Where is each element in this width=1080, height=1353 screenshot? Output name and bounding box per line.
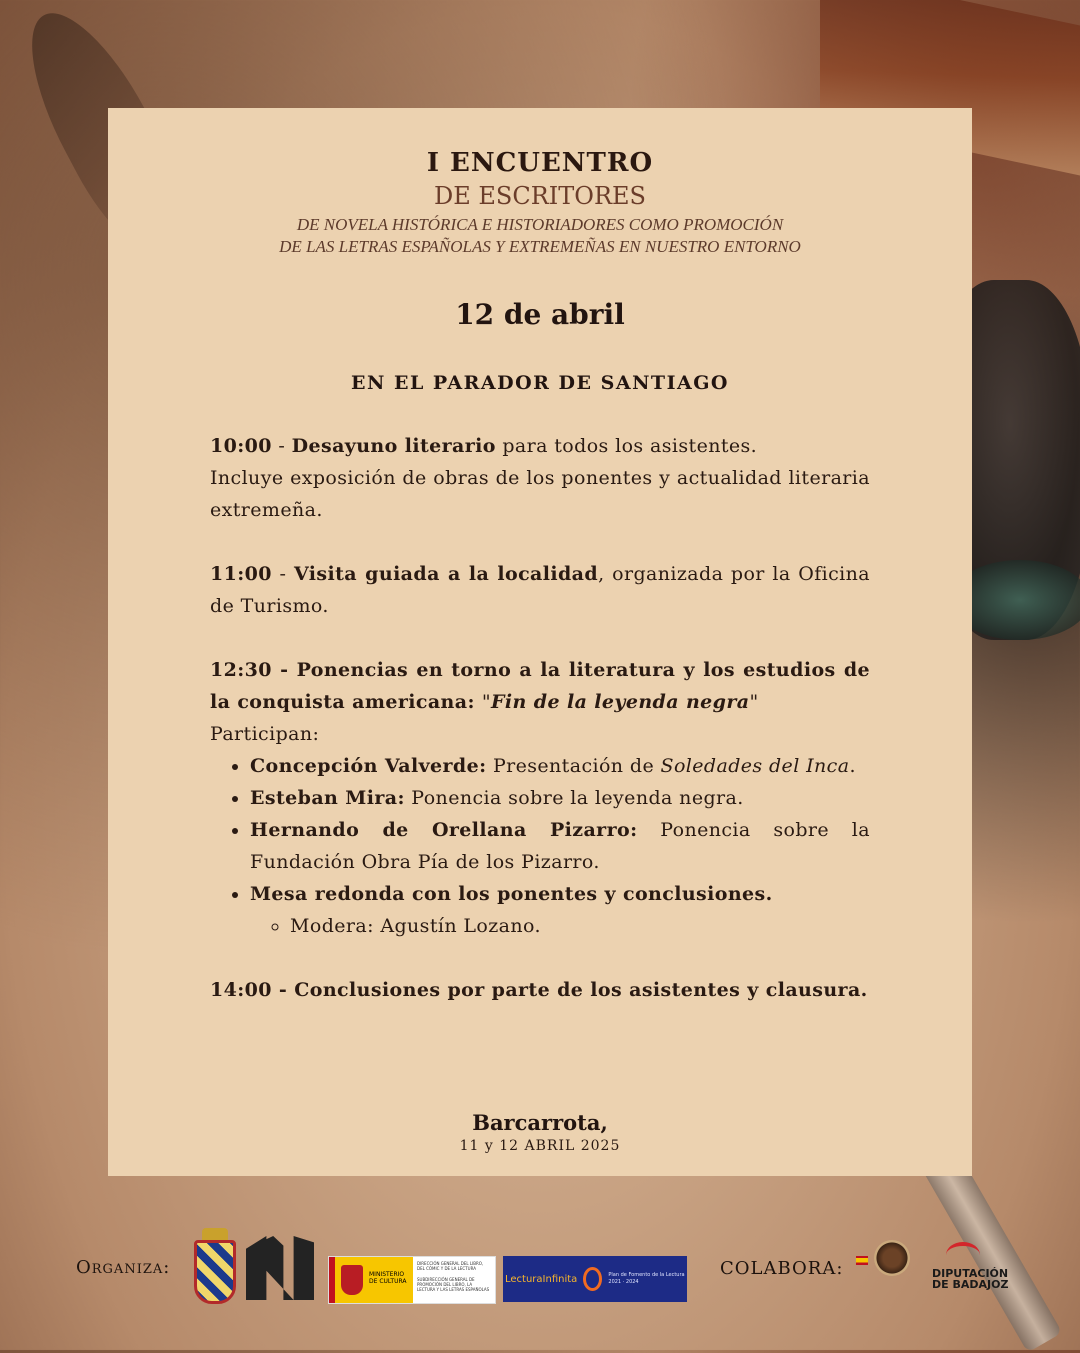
event-dates: 11 y 12 ABRIL 2025 (459, 1138, 621, 1154)
participant-item: • Concepción Valverde: Presentación de Soledades del Inca. (250, 750, 870, 782)
barcarrota-shield-logo (194, 1240, 236, 1304)
subtitle-line-2: DE LAS LETRAS ESPAÑOLAS Y EXTREMEÑAS EN NUESTRO ENTORNO (279, 237, 801, 256)
item-time: 10:00 (210, 435, 272, 457)
participant-item: • Mesa redonda con los ponentes y conclusiones. ◦ Modera: Agustín Lozano. (250, 878, 870, 942)
item-title: Conclusiones por parte de los asistentes y clausura. (294, 979, 868, 1001)
castle-logo (246, 1236, 314, 1300)
academy-seal-caption (862, 1280, 922, 1286)
program-item-1-extra: Incluye exposición de obras de los ponentes y actualidad literaria extremeña. (210, 467, 870, 521)
program-item-1: 10:00 - Desayuno literario para todos los asistentes. (210, 435, 758, 457)
moderator-list (250, 910, 870, 942)
flower-icon (583, 1267, 602, 1291)
colabora-label: COLABORA: (720, 1258, 844, 1279)
subtitle-line-1: DE NOVELA HISTÓRICA E HISTORIADORES COMO PROMOCIÓN (296, 215, 784, 234)
event-date: 12 de abril (455, 298, 625, 331)
event-title: I ENCUENTRO (426, 148, 654, 178)
program-item-3: 12:30 - Ponencias en torno a la literatura y los estudios de la conquista americana: "Fin de la leyenda negra" (210, 659, 870, 713)
moderator-item: ◦ Modera: Agustín Lozano. (290, 910, 870, 942)
academy-seal-logo (874, 1240, 910, 1276)
participant-item: • Hernando de Orellana Pizarro: Ponencia sobre la Fundación Obra Pía de los Pizarro. (250, 814, 870, 878)
program-list (210, 430, 870, 1006)
item-time: 11:00 (210, 563, 272, 585)
item-time: 12:30 (210, 659, 272, 681)
item-time: 14:00 (210, 979, 272, 1001)
participants-list (210, 750, 870, 942)
program-card (108, 108, 972, 1176)
spain-crest-icon (341, 1265, 363, 1295)
item-title: Ponencias en torno a la literatura y los estudios de la conquista americana: (210, 659, 870, 713)
diputacion-badajoz-logo: DIPUTACIÓN DE BADAJOZ (932, 1242, 1008, 1290)
crown-icon (946, 1242, 980, 1268)
event-venue: EN EL PARADOR DE SANTIAGO (351, 372, 729, 394)
program-item-2: 11:00 - Visita guiada a la localidad, organizada por la Oficina de Turismo. (210, 563, 870, 617)
event-subtitle (108, 214, 972, 258)
event-place: Barcarrota, (472, 1110, 608, 1135)
event-title-sub: DE ESCRITORES (434, 182, 646, 210)
item-title: Visita guiada a la localidad (293, 563, 599, 585)
organiza-label: Organiza: (76, 1257, 171, 1278)
program-item-4: 14:00 - Conclusiones por parte de los asistentes y clausura. (210, 979, 868, 1001)
spain-flag-icon (856, 1256, 868, 1265)
item-title: Desayuno literario (291, 435, 496, 457)
participants-label: Participan: (210, 723, 320, 745)
lectura-infinita-logo: LecturaInfinita Plan de Fomento de la Lectura 2021 · 2024 (503, 1256, 687, 1302)
participant-item: • Esteban Mira: Ponencia sobre la leyenda negra. (250, 782, 870, 814)
ministerio-cultura-logo: MINISTERIO DE CULTURA DIRECCIÓN GENERAL DEL LIBRO, DEL CÓMIC Y DE LA LECTURA SUBDIRECCIÓN GENERAL DE PROMOCIÓN DEL LIBRO, LA LECTURA Y LAS LETRAS ESPAÑOLAS (328, 1256, 496, 1304)
item-quote-title: Fin de la leyenda negra (491, 691, 750, 713)
